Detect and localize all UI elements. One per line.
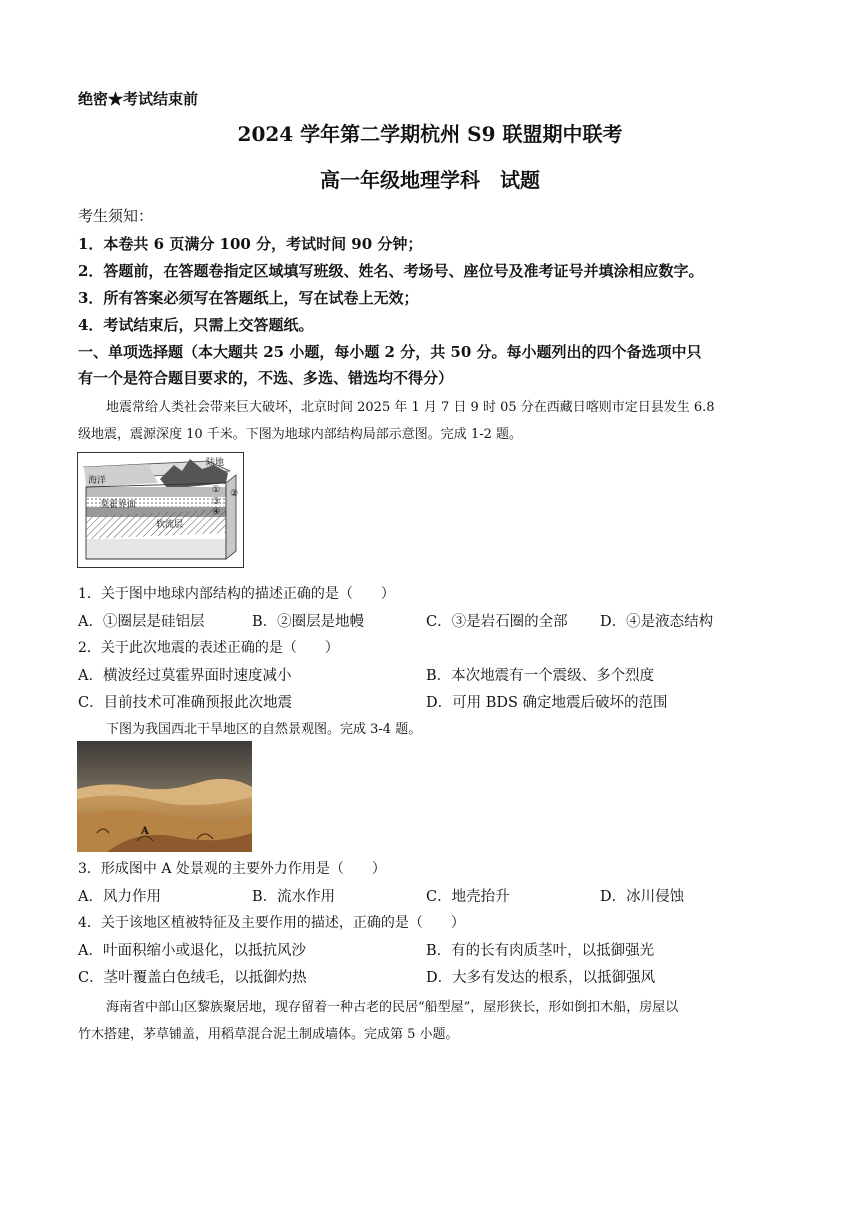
question-1-option-d: D．④是液态结构: [600, 614, 714, 630]
figure-label-asthenosphere: 软流层: [156, 520, 184, 530]
earth-structure-figure: [77, 452, 244, 568]
question-3-option-d: D．冰川侵蚀: [600, 889, 685, 905]
question-3-stem: 3．形成图中 A 处景观的主要外力作用是（ ）: [78, 861, 386, 877]
intro-q3-4: 下图为我国西北干旱地区的自然景观图。完成 3-4 题。: [106, 722, 422, 737]
intro-q1-2-line1: 地震常给人类社会带来巨大破坏，北京时间 2025 年 1 月 7 日 9 时 05 分在西藏日喀则市定日县发生 6.8: [106, 400, 715, 415]
desert-photo-drawing: [77, 741, 252, 852]
question-3-option-a: A．风力作用: [78, 889, 161, 905]
exam-subtitle: 高一年级地理学科 试题: [320, 168, 540, 192]
figure-label-1: ①: [212, 485, 221, 495]
question-3-option-c: C．地壳抬升: [426, 889, 510, 905]
question-4-option-a: A．叶面积缩小或退化，以抵抗风沙: [78, 943, 306, 959]
figure-label-ocean: 海洋: [88, 476, 107, 486]
question-1-option-b: B．②圈层是地幔: [252, 614, 365, 630]
intro-q1-2-line2: 级地震，震源深度 10 千米。下图为地球内部结构局部示意图。完成 1-2 题。: [78, 427, 523, 442]
question-1-option-a: A．①圈层是硅铝层: [78, 614, 205, 630]
question-2-option-a: A．横波经过莫霍界面时速度减小: [78, 668, 292, 684]
question-2-stem: 2．关于此次地震的表述正确的是（ ）: [78, 640, 339, 656]
figure-label-3: ③: [212, 497, 221, 507]
question-1-stem: 1．关于图中地球内部结构的描述正确的是（ ）: [78, 586, 395, 602]
notice-item-4: 4．考试结束后，只需上交答题纸。: [78, 316, 314, 334]
notice-item-3: 3．所有答案必须写在答题纸上，写在试卷上无效；: [78, 289, 419, 307]
exam-title: 2024 学年第二学期杭州 S9 联盟期中联考: [237, 122, 623, 146]
question-1-option-c: C．③是岩石圈的全部: [426, 614, 568, 630]
notice-item-1: 1．本卷共 6 页满分 100 分，考试时间 90 分钟；: [78, 235, 423, 253]
figure-label-land: 陆地: [206, 458, 225, 468]
question-2-option-d: D．可用 BDS 确定地震后破坏的范围: [426, 695, 668, 711]
figure-label-2: ②: [230, 489, 239, 499]
intro-q5-line1: 海南省中部山区黎族聚居地，现存留着一种古老的民居“船型屋”，屋形狭长，形如倒扣木船，房屋以: [106, 1000, 679, 1015]
section-heading-line1: 一、单项选择题（本大题共 25 小题，每小题 2 分，共 50 分。每小题列出的四个备选项中只: [78, 343, 702, 361]
question-3-option-b: B．流水作用: [252, 889, 336, 905]
figure-label-4: ④: [212, 507, 221, 517]
notice-heading: 考生须知：: [78, 207, 154, 225]
figure-label-moho: 莫霍界面: [100, 500, 137, 510]
desert-landscape-photo: [77, 741, 252, 852]
question-2-option-b: B．本次地震有一个震级、多个烈度: [426, 668, 655, 684]
question-2-option-c: C．目前技术可准确预报此次地震: [78, 695, 293, 711]
section-heading-line2: 有一个是符合题目要求的，不选、多选、错选均不得分）: [78, 369, 454, 387]
question-4-option-b: B．有的长有肉质茎叶，以抵御强光: [426, 943, 655, 959]
intro-q5-line2: 竹木搭建，茅草铺盖，用稻草混合泥土制成墙体。完成第 5 小题。: [78, 1027, 459, 1042]
question-4-stem: 4．关于该地区植被特征及主要作用的描述，正确的是（ ）: [78, 915, 465, 931]
notice-item-2: 2．答题前，在答题卷指定区域填写班级、姓名、考场号、座位号及准考证号并填涂相应数字。: [78, 262, 704, 280]
question-4-option-d: D．大多有发达的根系，以抵御强风: [426, 970, 656, 986]
photo-label-a: A: [141, 826, 149, 837]
confidential-label: 绝密★考试结束前: [78, 90, 199, 108]
question-4-option-c: C．茎叶覆盖白色绒毛，以抵御灼热: [78, 970, 307, 986]
